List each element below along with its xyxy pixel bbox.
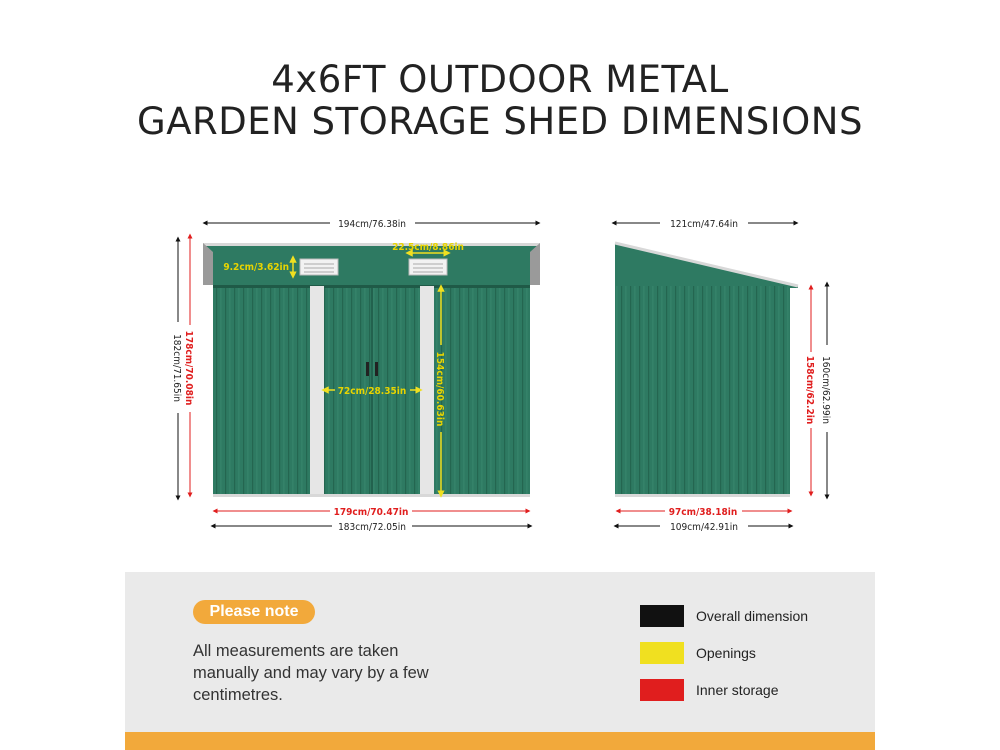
label-roof-width: 194cm/76.38in [338,219,406,230]
dim-inner-depth [618,507,790,518]
label-side-overall-height: 160cm/62.99in [820,356,831,424]
note-text: All measurements are taken manually and may vary by a few centimetres. [193,642,429,704]
legend-label-inner: Inner storage [696,682,779,698]
legend-label-overall: Overall dimension [696,608,809,624]
dim-base-depth [616,522,791,533]
dim-roof-depth [614,219,796,230]
front-wall-top-trim [213,285,530,288]
side-shed [615,243,798,497]
label-inner-depth: 97cm/38.18in [668,507,738,518]
label-door-width: 72cm/28.35in [337,386,407,397]
label-inner-height: 178cm/70.08in [183,330,194,406]
front-vent-left [300,259,338,275]
dim-base-width [213,522,530,533]
black-swatch-icon [640,605,684,627]
please-note-badge: Please note [193,600,315,624]
label-base-width: 183cm/72.05in [338,522,406,533]
front-vent-right [409,259,447,275]
front-roof-edge [203,243,540,246]
front-shed [203,243,540,497]
door-handle-right [375,362,378,376]
front-base-trim [213,494,530,497]
bottom-accent-bar [125,732,875,750]
dim-overall-height [171,239,182,498]
label-vent-width: 22.5cm/8.86in [392,242,464,253]
label-roof-depth: 121cm/47.64in [670,219,738,230]
label-inner-width: 179cm/70.47in [333,507,409,518]
legend-label-openings: Openings [696,645,756,661]
yellow-swatch-icon [640,642,684,664]
door-handle-left [366,362,369,376]
dim-inner-width [215,507,528,518]
label-side-inner-height: 158cm/62.2in [804,355,815,425]
side-base-trim [615,494,790,497]
dim-inner-height [183,236,194,495]
label-overall-height: 182cm/71.65in [171,334,182,402]
dim-vent-width [392,242,464,253]
label-base-depth: 109cm/42.91in [670,522,738,533]
dim-side-overall-height [820,284,831,497]
door-frame-left [310,286,324,496]
page-title-line-1: 4x6FT OUTDOOR METAL [271,58,729,101]
dim-door-width [325,386,419,397]
dim-roof-width [205,219,538,230]
dim-side-inner-height [804,287,815,494]
red-swatch-icon [640,679,684,701]
page-title-line-2: GARDEN STORAGE SHED DIMENSIONS [137,100,863,143]
door-frame-right [420,286,434,496]
label-door-height: 154cm/60.63in [434,351,445,427]
side-wall [615,286,790,496]
dim-vent-height [223,259,293,275]
label-vent-height: 9.2cm/3.62in [223,262,289,273]
